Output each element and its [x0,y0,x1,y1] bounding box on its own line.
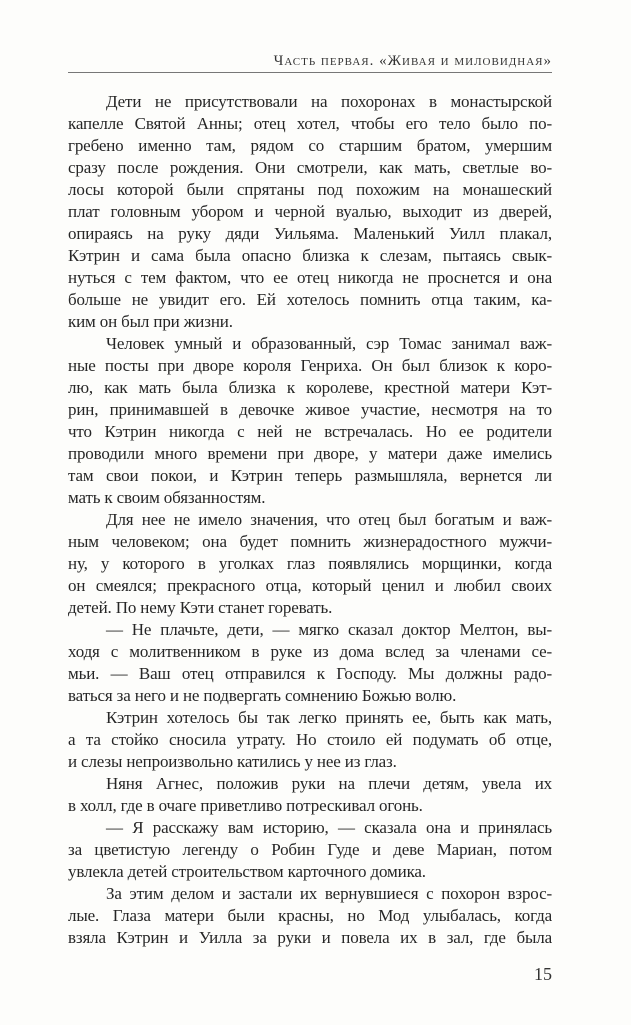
text-line: ваться за него и не подвергать сомнению Божью волю. [68,686,457,705]
text-line: лосы которой были спрятаны под похожим на монашеский [68,180,552,199]
text-line: а та стойко сносила утрату. Но стоило ей подумать об отце, [68,730,552,749]
paragraph [68,619,552,707]
text-line: увлекла детей строительством карточного домика. [68,862,426,881]
page-number: 15 [534,964,552,984]
text-line: проводили много времени при дворе, у матери даже имелись [68,444,552,463]
text-line: сразу после рождения. Они смотрели, как мать, светлые во- [68,158,552,177]
text-line: Кэтрин хотелось бы так легко принять ее, быть как мать, [106,708,552,727]
text-line: взяла Кэтрин и Уилла за руки и повела их в зал, где была [68,928,552,947]
text-line: рин, принимавшей в девочке живое участие, несмотря на то [68,400,552,419]
text-line: мать к своим обязанностям. [68,488,266,507]
paragraph [68,707,552,773]
text-line: там свои покои, и Кэтрин теперь размышляла, вернется ли [68,466,552,485]
text-line: больше не увидит его. Ей хотелось помнить отца таким, ка- [68,290,552,309]
text-line: мьи. — Ваш отец отправился к Господу. Мы должны радо- [68,664,552,683]
paragraph [68,773,552,817]
text-line: — Не плачьте, дети, — мягко сказал доктор Мелтон, вы- [106,620,552,639]
text-line: лю, как мать была близка к королеве, крестной матери Кэт- [68,378,552,397]
paragraph [68,817,552,883]
text-line: что Кэтрин никогда с ней не встречалась. Но ее родители [68,422,552,441]
text-line: ходя с молитвенником в руке из дома вслед за членами се- [68,642,552,661]
text-line: нуться с тем фактом, что ее отец никогда не проснется и она [68,268,552,287]
text-line: ные посты при дворе короля Генриха. Он был близок к коро- [68,356,552,375]
text-line: Для нее не имело значения, что отец был богатым и важ- [106,510,552,529]
paragraph [68,91,552,333]
text-line: ну, у которого в уголках глаз появлялись морщинки, когда [68,554,552,573]
text-line: капелле Святой Анны; отец хотел, чтобы его тело было по- [68,114,552,133]
text-line: Человек умный и образованный, сэр Томас занимал важ- [106,334,552,353]
text-line: ким он был при жизни. [68,312,233,331]
body-text [68,91,552,949]
text-line: в холл, где в очаге приветливо потрескивал огонь. [68,796,423,815]
text-line: лые. Глаза матери были красны, но Мод улыбалась, когда [68,906,552,925]
text-line: За этим делом и застали их вернувшиеся с похорон взрос- [106,884,552,903]
text-line: — Я расскажу вам историю, — сказала она и принялась [106,818,552,837]
text-line: Кэтрин и сама была опасно близка к слезам, пытаясь свык- [68,246,552,265]
paragraph [68,509,552,619]
paragraph [68,333,552,509]
running-title: Часть первая. «Живая и миловидная» [273,53,552,69]
text-line: за цветистую легенду о Робин Гуде и деве Мариан, потом [68,840,552,859]
paragraph [68,883,552,949]
text-line: детей. По нему Кэти станет горевать. [68,598,333,617]
running-header [68,50,552,73]
text-line: Дети не присутствовали на похоронах в монастырской [106,92,552,111]
text-line: и слезы непроизвольно катились у нее из глаз. [68,752,397,771]
text-line: опираясь на руку дяди Уильяма. Маленький Уилл плакал, [68,224,552,243]
text-line: ным человеком; она будет помнить жизнерадостного мужчи- [68,532,552,551]
text-line: плат головным убором и черной вуалью, выходит из дверей, [68,202,552,221]
text-line: он смеялся; прекрасного отца, который ценил и любил своих [68,576,552,595]
text-line: гребено именно там, рядом со старшим братом, умершим [68,136,552,155]
text-line: Няня Агнес, положив руки на плечи детям, увела их [106,774,552,793]
